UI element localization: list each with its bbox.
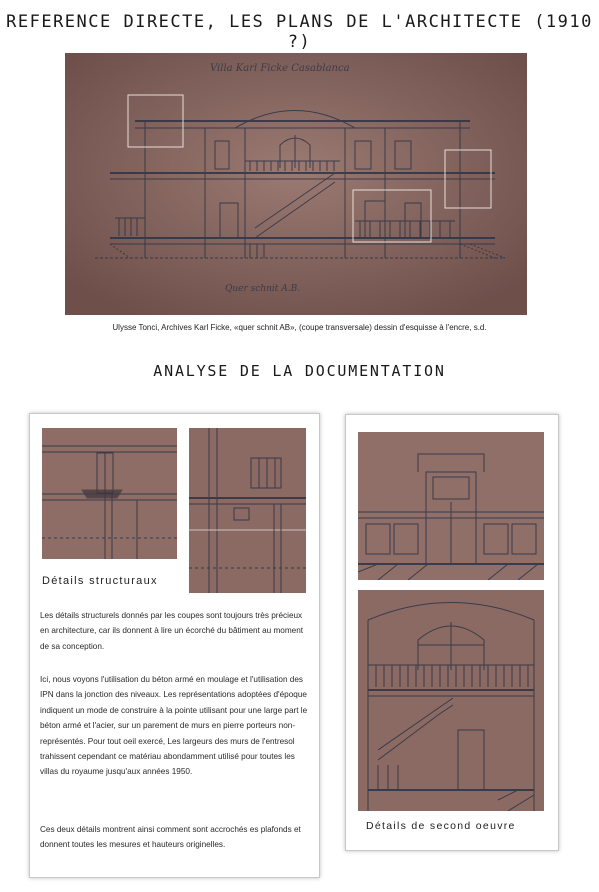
- section-drawing-svg: [65, 53, 527, 315]
- paragraph: Ces deux détails montrent ainsi comment sont accrochés es plafonds et donnent toutes les mesures et hauteurs originelles.: [40, 825, 301, 850]
- structural-detail-image-1: [42, 428, 177, 559]
- architect-section-drawing: [65, 53, 527, 315]
- paragraph: Les détails structurels donnés par les coupes sont toujours très précieux en architecture, car ils donnent à lire un écorché du bâtiment au moment de sa conception.: [40, 611, 304, 651]
- structural-details-label: Détails structuraux: [42, 575, 158, 587]
- second-work-detail-image-2: [358, 590, 544, 811]
- plan-section-label: Quer schnit A.B.: [225, 284, 301, 294]
- plan-caption: Ulysse Tonci, Archives Karl Ficke, «quer schnit AB», (coupe transversale) dessin d'esquisse à l'encre, s.d.: [112, 323, 487, 332]
- structural-detail-image-2: [189, 428, 306, 593]
- plan-inscription: Villa Karl Ficke Casablanca: [210, 63, 350, 74]
- paragraph: Ici, nous voyons l'utilisation du béton armé en moulage et l'utilisation des IPN dans la jonction des niveaux. Les représentations adoptées d'époque indiquent un mode de construire à la pointe utilisant pour une large part le béton armé et l'acier, sur un parement de murs en pierre porteurs non-représentés. Pour tout oeil exercé, Les largeurs des murs de l'entresol trahissent cependant ce matériau abondamment utilisé pour toutes les villas du royaume jusqu'aux années 1950.: [40, 675, 308, 777]
- section-title: ANALYSE DE LA DOCUMENTATION: [153, 362, 446, 380]
- second-work-details-label: Détails de second oeuvre: [366, 820, 516, 832]
- second-work-detail-image-1: [358, 432, 544, 580]
- page-title: REFERENCE DIRECTE, LES PLANS DE L'ARCHITECTE (1910 ?): [6, 12, 593, 52]
